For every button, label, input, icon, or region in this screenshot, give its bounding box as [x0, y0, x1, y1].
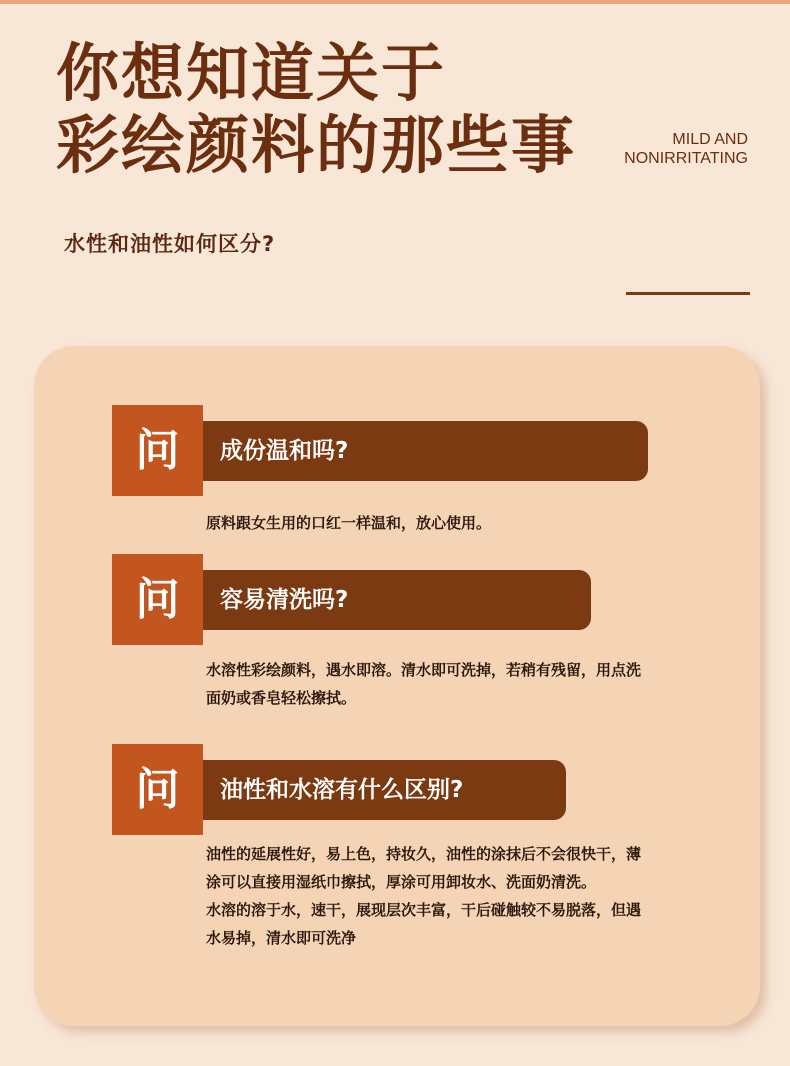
answer-text [206, 840, 641, 952]
answer-line: 涂可以直接用湿纸巾擦拭，厚涂可用卸妆水、洗面奶清洗。 [206, 873, 597, 891]
top-accent-bar [0, 0, 790, 4]
answer-text [206, 509, 491, 537]
english-tagline-line-2: NONIRRITATING [624, 150, 748, 167]
question-badge: 问 [112, 554, 203, 645]
page-title [56, 38, 576, 182]
answer-line: 面奶或香皂轻松擦拭。 [206, 689, 357, 707]
answer-line: 油性的延展性好，易上色，持妆久，油性的涂抹后不会很快干，薄 [206, 845, 642, 863]
page-title-line-1: 你想知道关于 [56, 37, 446, 110]
english-tagline [624, 130, 748, 168]
question-bar: 容易清洗吗? [198, 570, 591, 630]
english-tagline-line-1: MILD AND [672, 131, 748, 148]
question-badge: 问 [112, 744, 203, 835]
divider-line [626, 292, 750, 295]
faq-card [34, 346, 760, 1026]
answer-line: 原料跟女生用的口红一样温和，放心使用。 [206, 514, 492, 532]
answer-line: 水易掉，清水即可洗净 [206, 929, 357, 947]
answer-line: 水溶的溶于水，速干，展现层次丰富，干后碰触较不易脱落，但遇 [206, 901, 642, 919]
answer-text [206, 656, 641, 712]
question-badge: 问 [112, 405, 203, 496]
subtitle: 水性和油性如何区分? [64, 232, 276, 256]
question-bar: 油性和水溶有什么区别? [198, 760, 566, 820]
page-title-line-2: 彩绘颜料的那些事 [56, 109, 576, 182]
question-bar: 成份温和吗? [198, 421, 648, 481]
answer-line: 水溶性彩绘颜料，遇水即溶。清水即可洗掉，若稍有残留，用点洗 [206, 661, 642, 679]
